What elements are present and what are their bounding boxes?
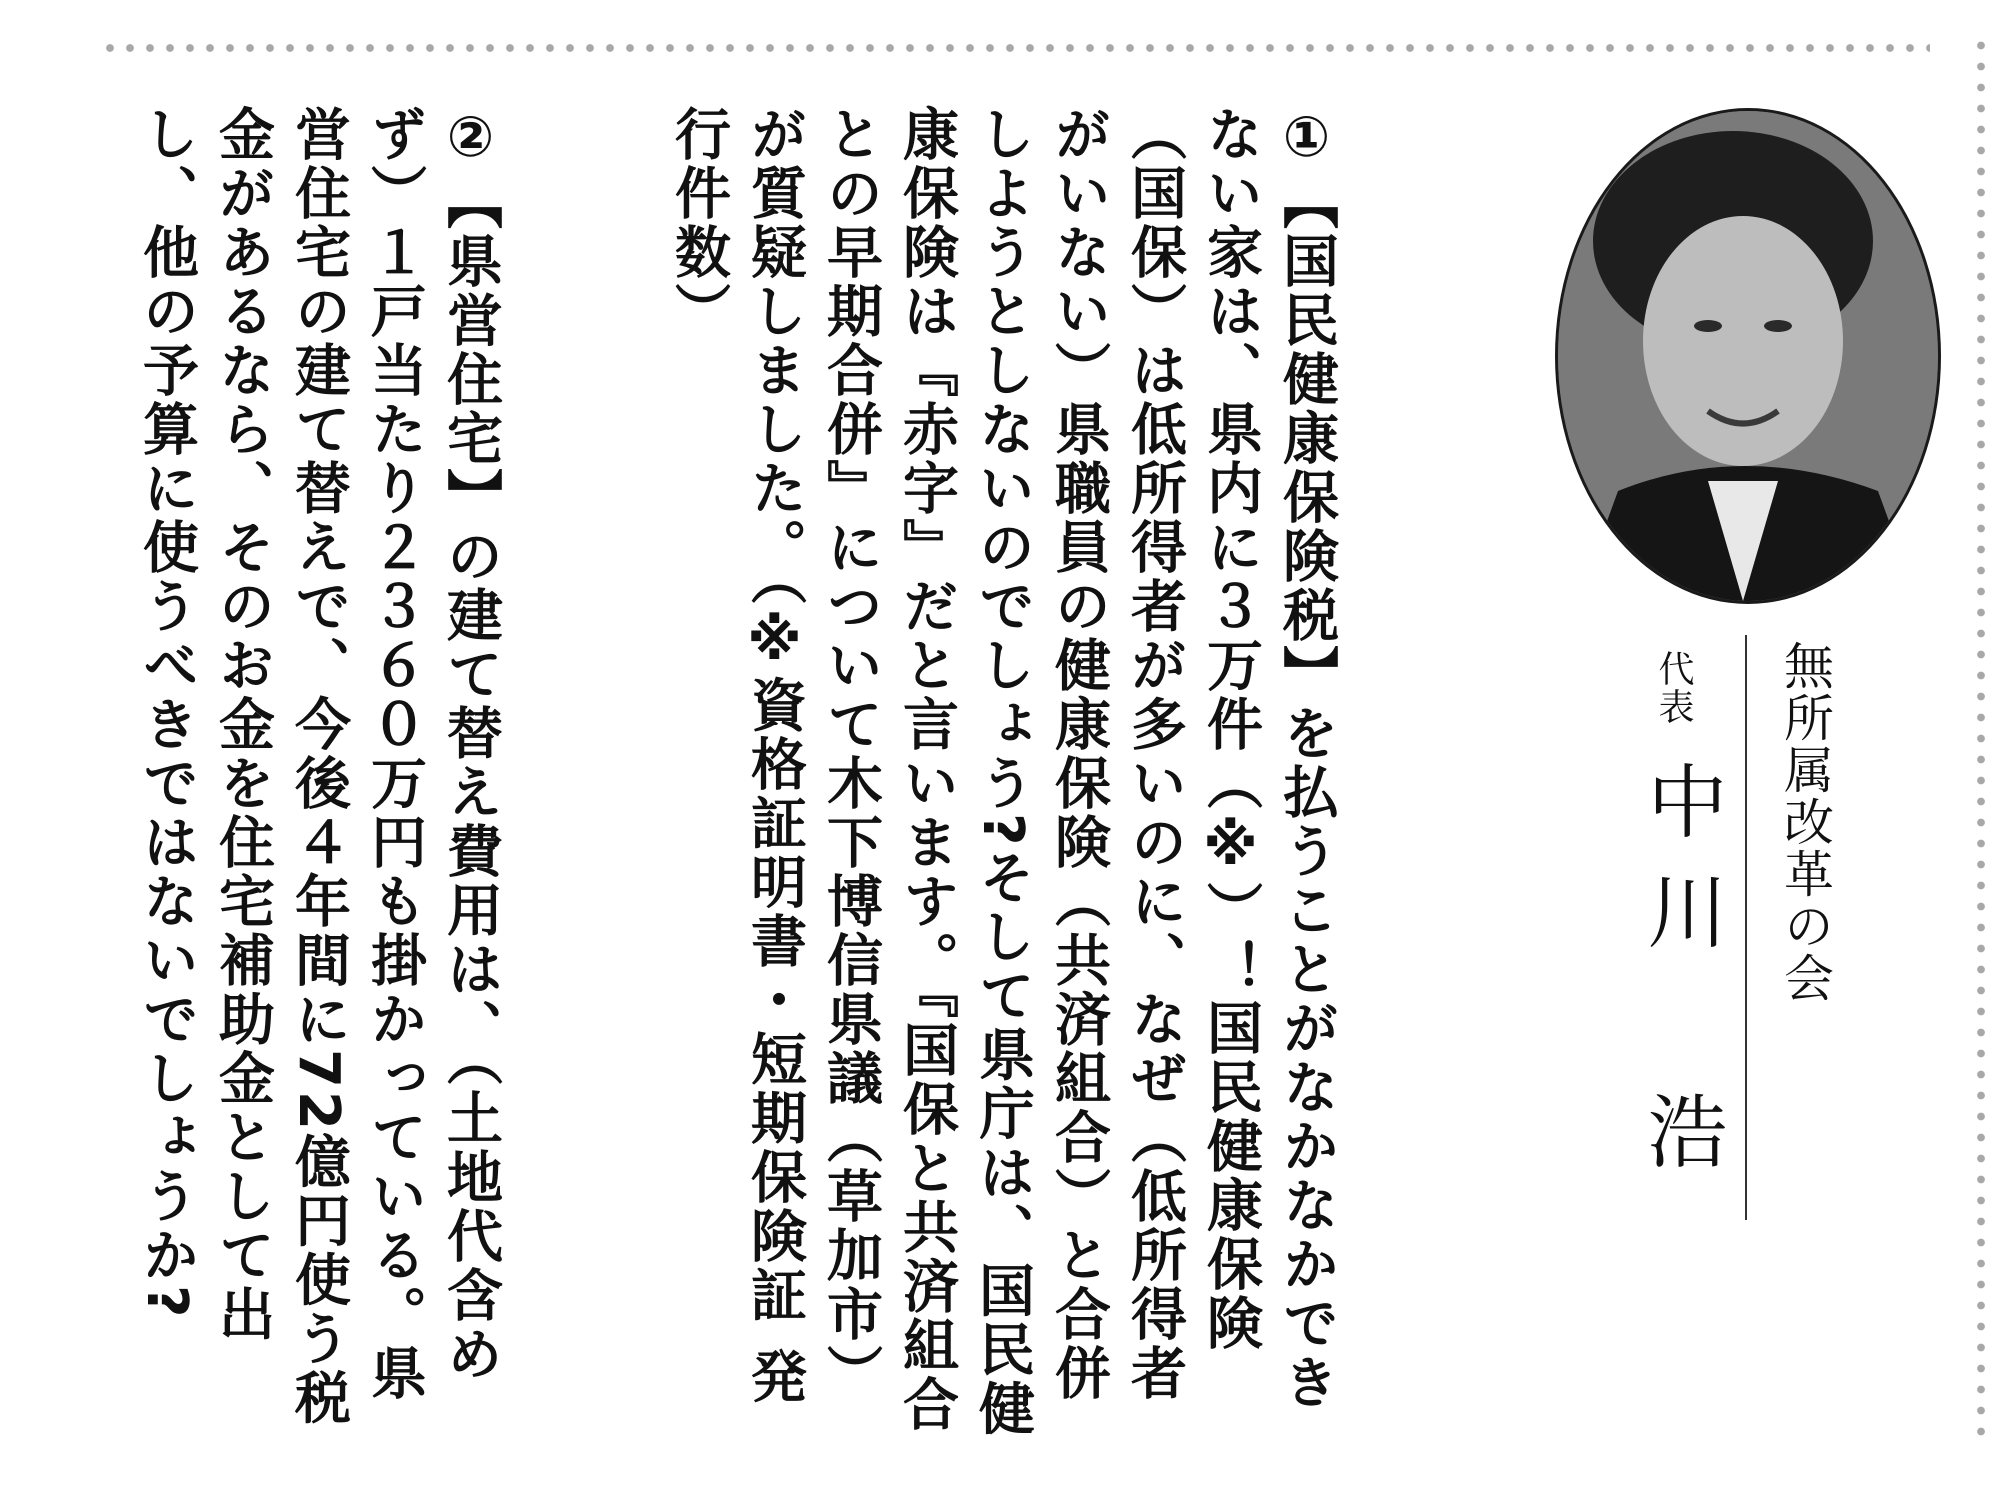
dotted-border-right <box>1975 35 1987 1445</box>
item-2-number: ② <box>438 105 503 173</box>
person-name: 中川 浩 <box>1634 760 1727 1200</box>
item-1-text: 【国民健康保険税】を払うことがなかなかできない家は、県内に３万件（※）！国民健康保険（国保）は低所得者が多いのに、なぜ（低所得者がいない）県職員の健康保険（共済組合）と合併しようとしないのでしょう?そして県庁は、国民健康保険は『赤字』だと言います。『国保と共済組合との早期合併』について木下博信県議（草加市）が質疑しました。（※資格証明書・短期保険証 発行件数） <box>666 105 1339 1439</box>
item-1-number: ① <box>1274 105 1339 173</box>
item-1 <box>660 105 1344 1445</box>
article-body <box>56 105 1496 1445</box>
role-label: 代表 <box>1653 650 1694 726</box>
dotted-border-top <box>100 43 1930 53</box>
portrait-photo <box>1555 108 1941 604</box>
affiliation-label: 無所属改革の会 <box>1776 640 1834 1004</box>
item-2-text: 【県営住宅】の建て替え費用は、（土地代含めず）１戸当たり２３６０万円も掛かっている。県営住宅の建て替えで、今後４年間に72億円使う税金があるなら、そのお金を住宅補助金として出し、他の予算に使うべきではないでしょうか? <box>134 105 503 1428</box>
name-divider-line <box>1745 635 1747 1220</box>
item-2 <box>128 105 508 1445</box>
